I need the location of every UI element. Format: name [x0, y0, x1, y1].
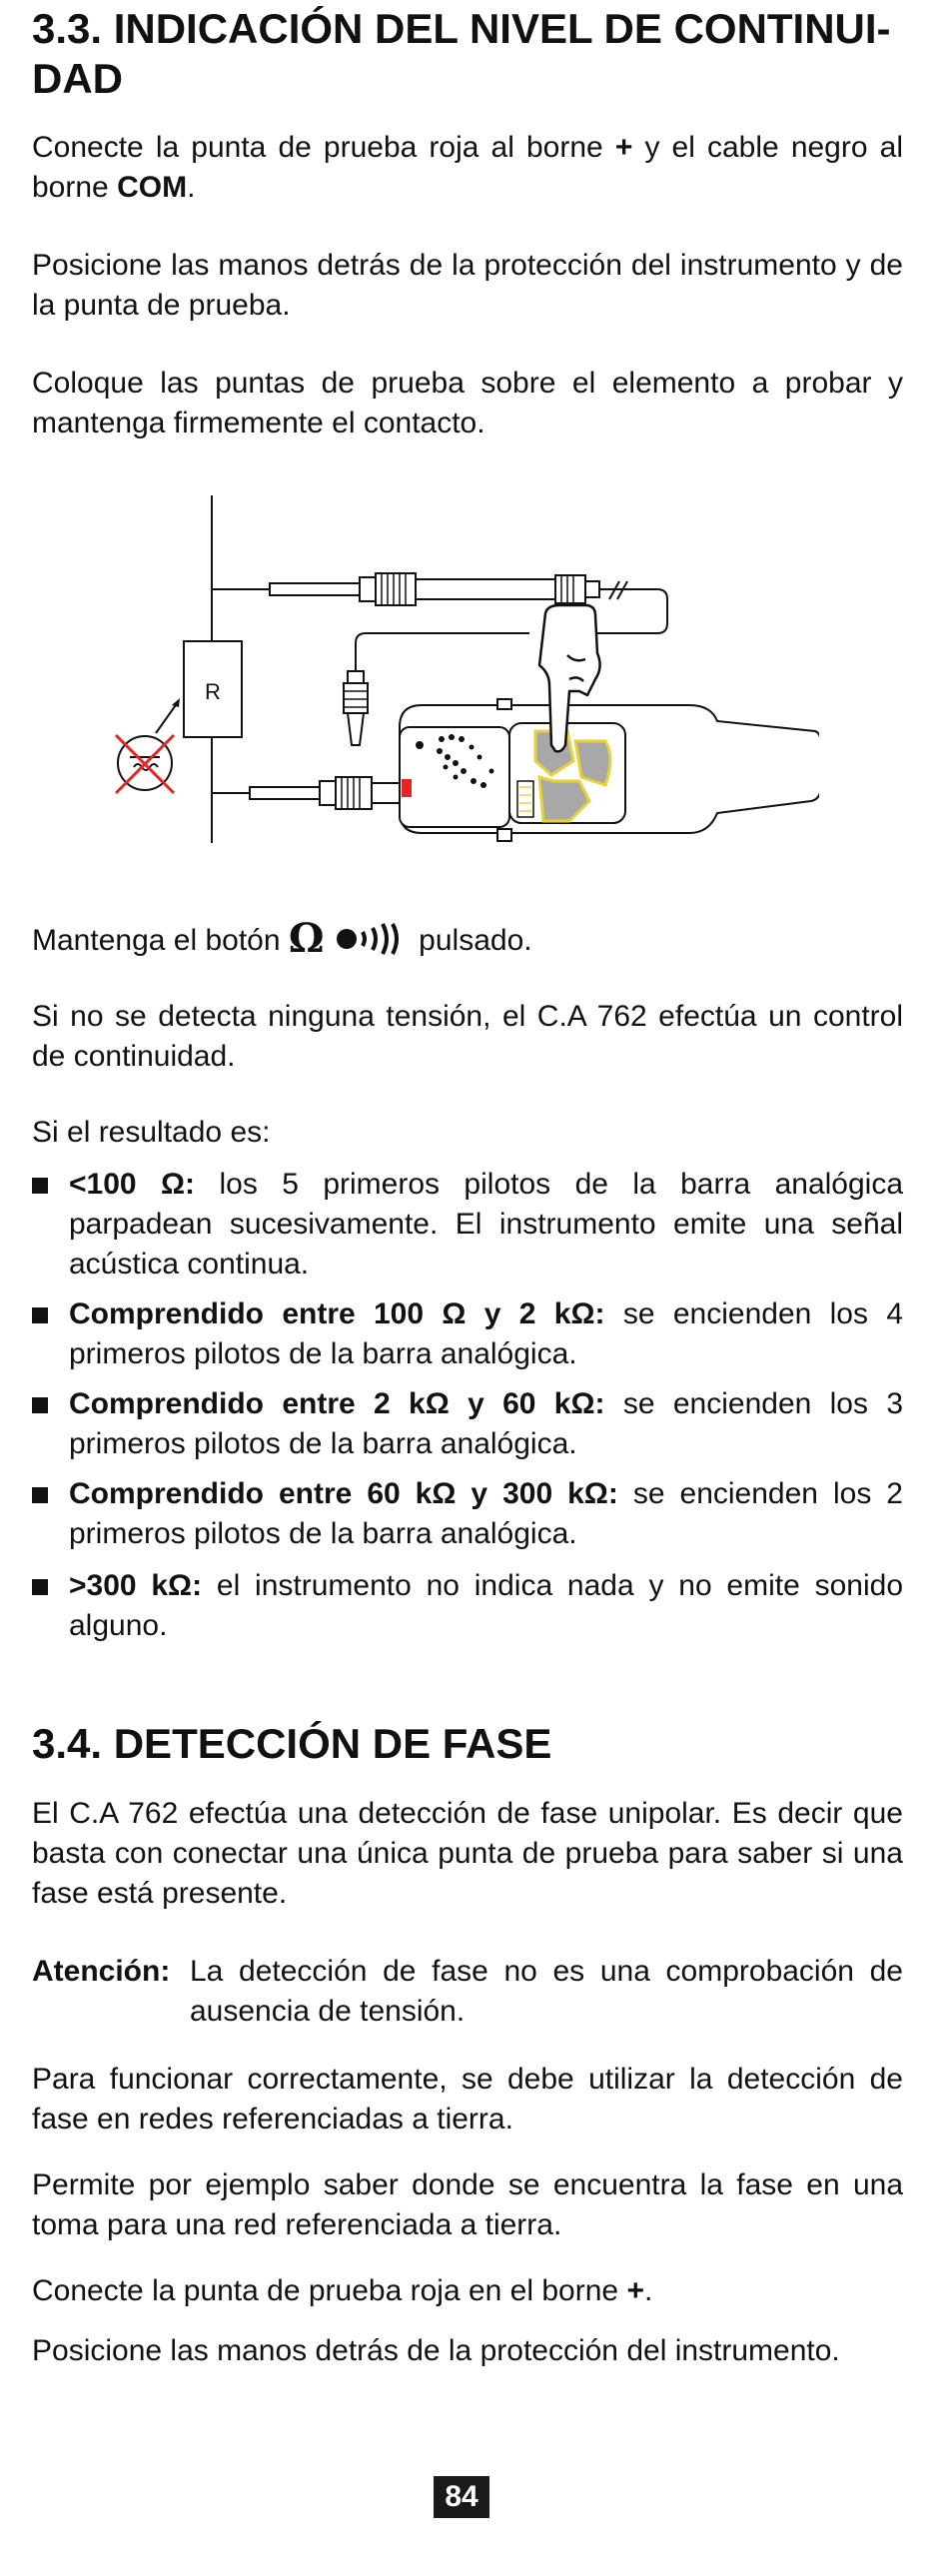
p1-text-b: y el cable negro al borne	[32, 131, 903, 204]
no-voltage-icon	[116, 735, 174, 793]
result-item	[32, 1474, 903, 1554]
section-3-3-title	[32, 4, 891, 104]
paragraph-hold-button	[32, 915, 903, 962]
bullet-square	[32, 1307, 48, 1323]
paragraph-result-intro: Si el resultado es:	[32, 1116, 271, 1149]
paragraph-hand-position-2: Posicione las manos detrás de la protección del instrumento.	[32, 2334, 840, 2367]
result-item	[32, 1384, 903, 1464]
beeper-icon	[333, 922, 411, 956]
bullet-square	[32, 1397, 48, 1413]
paragraph-continuity-check: Si no se detecta ninguna tensión, el C.A 762 efectúa un control de continuidad.	[32, 1000, 903, 1073]
p1-plus: +	[614, 131, 633, 164]
section-3-3-title-line2: DAD	[32, 55, 123, 102]
page-number: 84	[434, 2476, 489, 2518]
bullet-square	[32, 1487, 48, 1503]
bullet-square	[32, 1579, 48, 1595]
paragraph-place-probes: Coloque las puntas de prueba sobre el elemento a probar y mantenga firmemente el contacto.	[32, 367, 903, 439]
result-range: <100 Ω:	[69, 1168, 196, 1201]
p4b-plus: +	[626, 2274, 644, 2307]
section-3-3-title-line1: 3.3. INDICACIÓN DEL NIVEL DE CONTINUI-	[32, 5, 891, 52]
paragraph-socket-example: Permite por ejemplo saber donde se encuentra la fase en una toma para una red referenciada a tierra.	[32, 2168, 903, 2241]
result-description: se encienden los 4 primeros pilotos de la barra analógica.	[69, 1297, 903, 1370]
result-range: Comprendido entre 2 kΩ y 60 kΩ:	[69, 1387, 605, 1420]
p4-text-b: pulsado.	[410, 924, 532, 957]
p1-com: COM	[117, 171, 188, 204]
paragraph-connect-probes	[32, 128, 903, 208]
resistor-label: R	[205, 679, 221, 704]
attention-label: Atención:	[32, 1955, 171, 1988]
result-description: se encienden los 2 primeros pilotos de la barra analógica.	[69, 1477, 903, 1550]
p1-text-a: Conecte la punta de prueba roja al borne	[32, 131, 615, 164]
result-item	[32, 1294, 903, 1374]
paragraph-hand-position: Posicione las manos detrás de la protección del instrumento y de la punta de prueba.	[32, 249, 903, 322]
result-range: Comprendido entre 100 Ω y 2 kΩ:	[69, 1297, 605, 1330]
p1-text-c: .	[187, 171, 196, 204]
result-description: los 5 primeros pilotos de la barra analógica parpadean sucesivamente. El instrumento emite una señal acústica continua.	[69, 1168, 904, 1281]
button-panel	[509, 723, 625, 823]
attention-text: La detección de fase no es una comprobación de ausencia de tensión.	[190, 1955, 903, 2028]
result-description: se encienden los 3 primeros pilotos de la barra analógica.	[69, 1387, 903, 1460]
result-range: Comprendido entre 60 kΩ y 300 kΩ:	[69, 1477, 618, 1510]
result-item	[32, 1165, 903, 1285]
upper-probe-plug	[344, 671, 368, 745]
section-3-4-title: 3.4. DETECCIÓN DE FASE	[32, 1720, 552, 1767]
paragraph-phase-detection: El C.A 762 efectúa una detección de fase unipolar. Es decir que basta con conectar una única punta de prueba para saber si una fase está presente.	[32, 1797, 903, 1910]
paragraph-connect-red-probe	[32, 2271, 903, 2311]
result-range: >300 kΩ:	[69, 1569, 203, 1602]
arrow-line	[156, 702, 178, 733]
continuity-test-figure	[100, 495, 819, 865]
p4b-text-a: Conecte la punta de prueba roja en el borne	[32, 2274, 627, 2307]
bullet-square	[32, 1178, 48, 1194]
attention-note	[32, 1952, 903, 2032]
lower-probe	[212, 777, 402, 809]
arrow-head	[172, 698, 180, 707]
result-description: el instrumento no indica nada y no emite sonido alguno.	[69, 1569, 903, 1642]
red-led	[402, 779, 412, 797]
paragraph-earth-networks: Para funcionar correctamente, se debe utilizar la detección de fase en redes referenciadas a tierra.	[32, 2063, 903, 2136]
p4-text-a: Mantenga el botón	[32, 924, 289, 957]
ohm-symbol-icon: Ω	[288, 915, 325, 962]
p4b-text-b: .	[643, 2274, 653, 2307]
result-item	[32, 1566, 903, 1646]
